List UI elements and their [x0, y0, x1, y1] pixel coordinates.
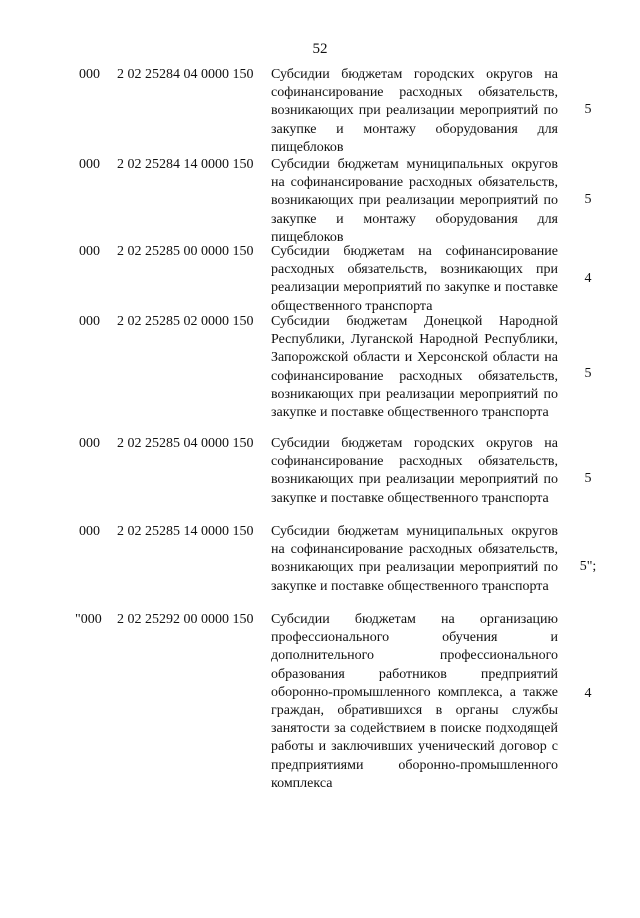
row-description: Субсидии бюджетам на организацию профессионального обучения и дополнительного профессионального образования работников предприятий оборонно-промышленного комплекса, а также граждан, обратившихся в органы службы занятости за содействием в поиске подходящей работы и заключивших ученический договор с предприятиями оборонно-промышленного комплекса — [271, 612, 558, 791]
admin-code: 000 — [79, 436, 100, 451]
page-number: 52 — [312, 41, 328, 57]
admin-code: 000 — [79, 244, 100, 259]
budget-classification-code: 2 02 25285 14 0000 150 — [117, 524, 254, 539]
row-description: Субсидии бюджетам Донецкой Народной Республики, Луганской Народной Республики, Запорожской области и Херсонской области на софинансирование расходных обязательств, возникающих при реализации мероприятий по закупке и поставке общественного транспорта — [271, 314, 558, 421]
row-description: Субсидии бюджетам городских округов на софинансирование расходных обязательств, возникающих при реализации мероприятий по закупке и поставке общественного транспорта — [271, 436, 558, 506]
budget-classification-code: 2 02 25292 00 0000 150 — [117, 612, 254, 627]
row-value: 5"; — [579, 559, 597, 574]
row-value: 5 — [584, 102, 592, 117]
row-value: 4 — [584, 686, 592, 701]
budget-classification-code: 2 02 25285 02 0000 150 — [117, 314, 254, 329]
admin-code: "000 — [75, 612, 102, 627]
row-description: Субсидии бюджетам городских округов на софинансирование расходных обязательств, возникающих при реализации мероприятий по закупке и монтажу оборудования для пищеблоков — [271, 67, 558, 155]
admin-code: 000 — [79, 524, 100, 539]
admin-code: 000 — [79, 157, 100, 172]
budget-classification-code: 2 02 25285 00 0000 150 — [117, 244, 254, 259]
admin-code: 000 — [79, 314, 100, 329]
row-value: 4 — [584, 271, 592, 286]
budget-classification-code: 2 02 25285 04 0000 150 — [117, 436, 254, 451]
budget-classification-code: 2 02 25284 04 0000 150 — [117, 67, 254, 82]
row-value: 5 — [584, 192, 592, 207]
row-value: 5 — [584, 471, 592, 486]
row-description: Субсидии бюджетам муниципальных округов на софинансирование расходных обязательств, возникающих при реализации мероприятий по закупке и монтажу оборудования для пищеблоков — [271, 157, 558, 245]
row-description: Субсидии бюджетам муниципальных округов на софинансирование расходных обязательств, возникающих при реализации мероприятий по закупке и поставке общественного транспорта — [271, 524, 558, 594]
budget-classification-code: 2 02 25284 14 0000 150 — [117, 157, 254, 172]
admin-code: 000 — [79, 67, 100, 82]
row-description: Субсидии бюджетам на софинансирование расходных обязательств, возникающих при реализации мероприятий по закупке и поставке общественного транспорта — [271, 244, 558, 314]
row-value: 5 — [584, 366, 592, 381]
